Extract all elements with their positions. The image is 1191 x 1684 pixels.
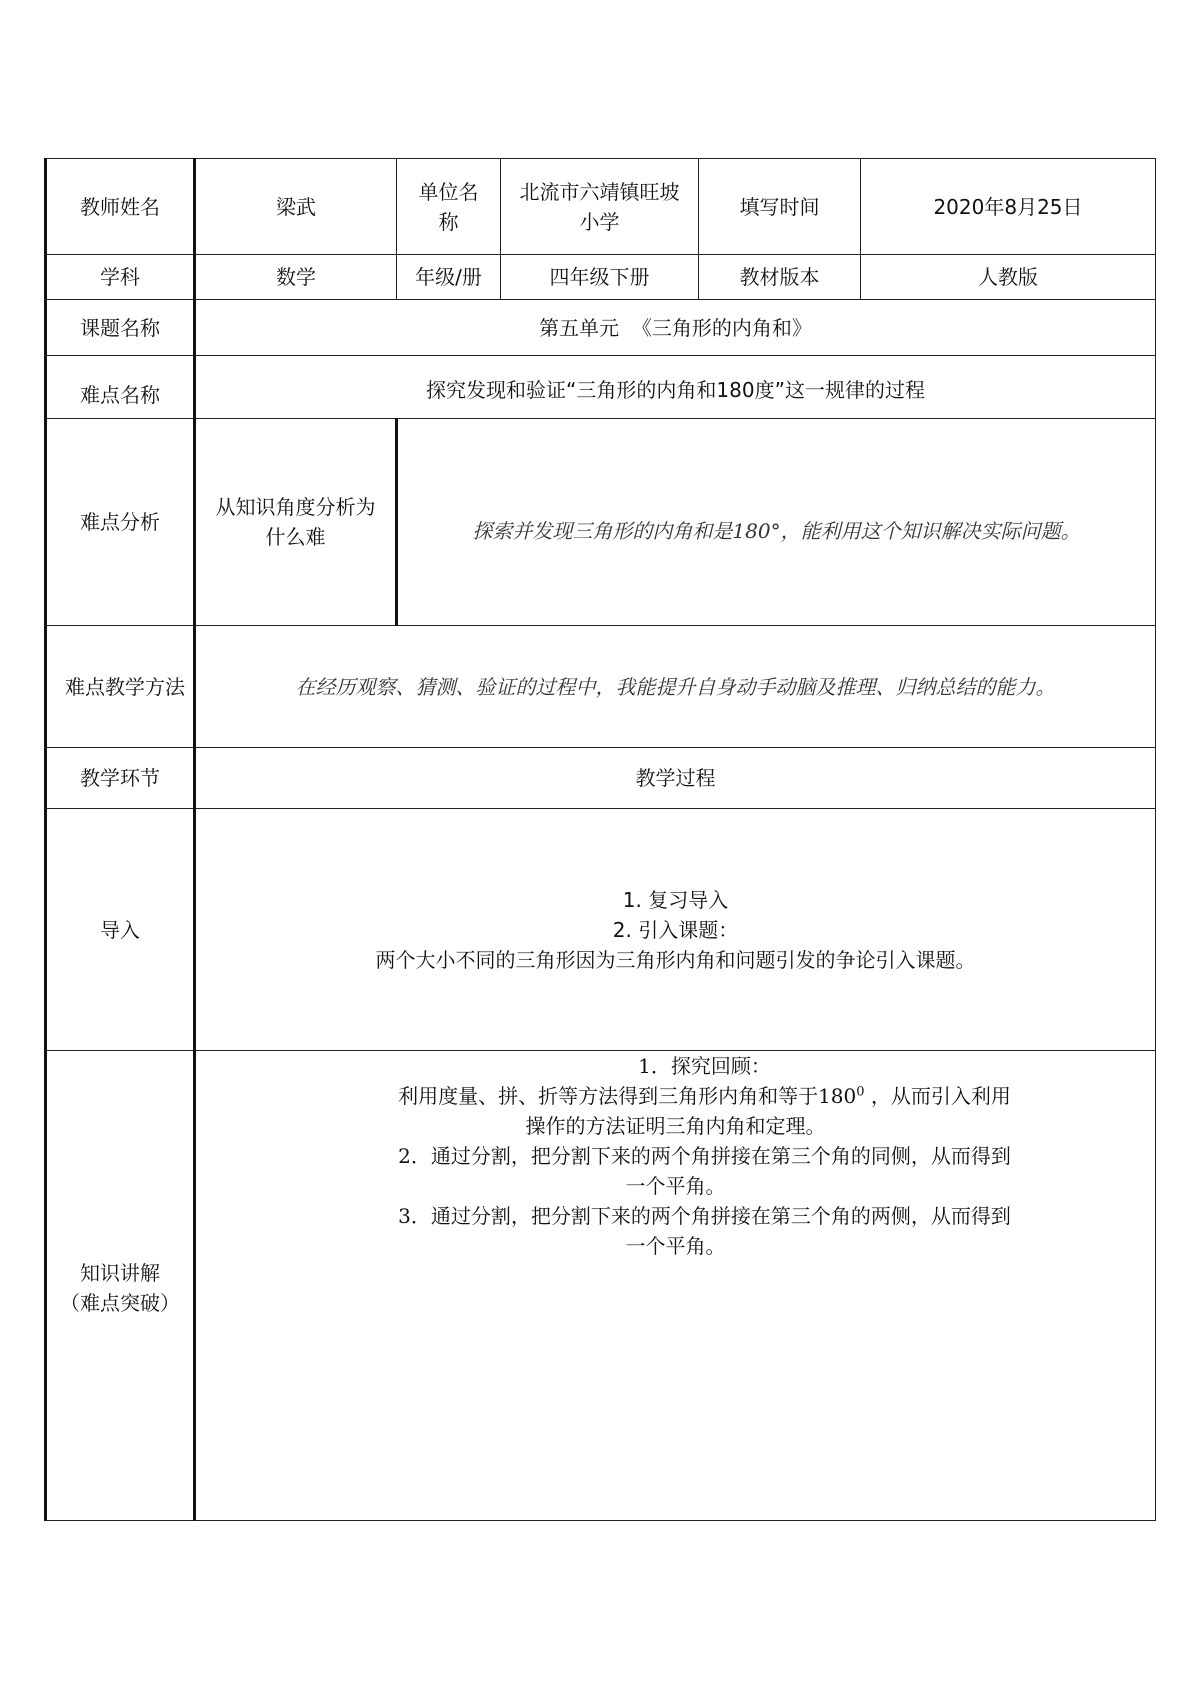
fill-time-label: 填写时间 [699,159,861,255]
knowledge-step-2-end: 一个平角。 [625,1174,726,1198]
difficulty-label: 难点名称 [46,356,195,419]
difficulty-value: 探究发现和验证“三角形的内角和180度”这一规律的过程 [195,356,1156,419]
info-row [46,255,1156,300]
grade-label: 年级/册 [397,255,501,300]
process-header-row [46,748,1156,809]
method-value: 在经历观察、猜测、验证的过程中，我能提升自身动手动脑及推理、归纳总结的能力。 [195,626,1156,748]
unit-label-text: 单位名称 [418,179,479,234]
method-row [46,626,1156,748]
analysis-sub-label [195,419,397,626]
knowledge-step-1: 1．探究回顾： [638,1054,771,1078]
knowledge-p2-c: 操作的方法证明三角内角和定理。 [525,1114,826,1138]
subject-value: 数学 [195,255,397,300]
lesson-plan-table [44,158,1156,1521]
unit-label [397,159,501,255]
knowledge-p2-b: ，从而引入利用 [870,1084,1011,1108]
knowledge-step-1-detail [196,1081,1155,1111]
intro-content [195,809,1156,1051]
degree-superscript: 0 [856,1084,865,1100]
knowledge-label-line1: 知识讲解 [80,1260,160,1285]
unit-value [501,159,699,255]
header-row [46,159,1156,255]
method-label: 难点教学方法 [46,626,195,748]
topic-value [195,300,1156,356]
knowledge-label [46,1051,195,1521]
intro-line-1: 1. 复习导入 [622,887,729,912]
topic-row [46,300,1156,356]
edition-label: 教材版本 [699,255,861,300]
intro-line-2: 2. 引入课题： [612,917,739,942]
analysis-sub-label-text: 从知识角度分析为什么难 [215,495,376,549]
teacher-name-value: 梁武 [195,159,397,255]
knowledge-step-2: 2．通过分割，把分割下来的两个角拼接在第三个角的同侧，从而得到 [398,1144,1011,1168]
unit-value-text: 北流市六靖镇旺坡小学 [519,179,680,234]
topic-label: 课题名称 [46,300,195,356]
analysis-row [46,419,1156,626]
knowledge-p2-a: 利用度量、拼、折等方法得到三角形内角和等于180 [398,1084,857,1108]
process-label: 教学过程 [195,748,1156,809]
topic-value-text: 第五单元 《三角形的内角和》 [539,315,812,340]
analysis-label: 难点分析 [46,419,195,626]
intro-label: 导入 [46,809,195,1051]
fill-time-value: 2020年8月25日 [861,159,1156,255]
teacher-name-label: 教师姓名 [46,159,195,255]
knowledge-step-3-end: 一个平角。 [625,1234,726,1258]
intro-row [46,809,1156,1051]
intro-line-3: 两个大小不同的三角形因为三角形内角和问题引发的争论引入课题。 [375,947,976,972]
knowledge-step-3: 3．通过分割，把分割下来的两个角拼接在第三个角的两侧，从而得到 [398,1204,1011,1228]
grade-value: 四年级下册 [501,255,699,300]
knowledge-content [195,1051,1156,1521]
difficulty-row [46,356,1156,419]
analysis-value: 探索并发现三角形的内角和是180°，能利用这个知识解决实际问题。 [397,419,1156,626]
stage-label: 教学环节 [46,748,195,809]
knowledge-row [46,1051,1156,1521]
subject-label: 学科 [46,255,195,300]
knowledge-label-line2: （难点突破） [60,1290,180,1315]
edition-value: 人教版 [861,255,1156,300]
